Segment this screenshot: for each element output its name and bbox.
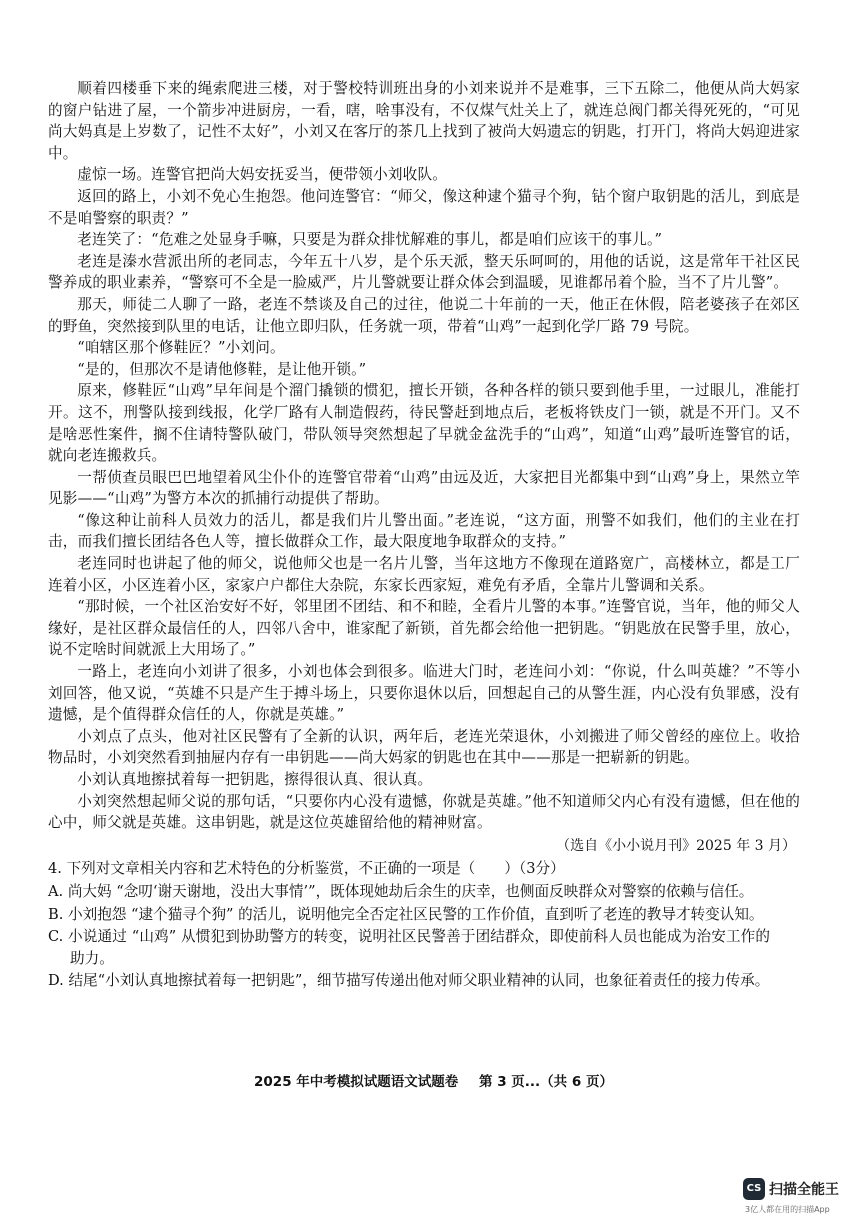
option-a: A. 尚大妈 “念叨‘谢天谢地，没出大事情’”，既体现她劫后余生的庆幸，也侧面反映群众对警察的依赖与信任。 — [48, 883, 754, 900]
passage-paragraph: 那天，师徒二人聊了一路，老连不禁谈及自己的过往，他说二十年前的一天，他正在休假，陪老婆孩子在郊区的野鱼，突然接到队里的电话，让他立即归队，任务就一项，带着“山鸡”一起到化学厂路 79 号院。 — [48, 295, 800, 335]
reading-passage — [48, 78, 800, 857]
page-footer — [0, 1070, 867, 1090]
passage-paragraph: 一路上，老连向小刘讲了很多，小刘也体会到很多。临进大门时，老连问小刘：“你说，什么叫英雄？”不等小刘回答，他又说，“英雄不只是产生于搏斗场上，只要你退休以后，回想起自己的从警生涯，内心没有负罪感，没有遗憾，是个值得群众信任的人，你就是英雄。” — [48, 663, 800, 724]
scanner-watermark — [743, 1176, 849, 1220]
camscanner-logo-icon: CS — [743, 1178, 765, 1200]
watermark-app-name: 扫描全能王 — [769, 1182, 839, 1198]
passage-paragraph: 原来，修鞋匠“山鸡”早年间是个溜门撬锁的惯犯，擅长开锁，各种各样的锁只要到他手里，一过眼儿，准能打开。这不，刑警队接到线报，化学厂路有人制造假药，待民警赶到地点后，老板将铁皮门一锁，就是不开门。又不是啥恶性案件，搁不住请特警队破门，带队领导突然想起了早就金盆洗手的“山鸡”，知道“山鸡”最听连警官的话，就向老连搬救兵。 — [48, 382, 800, 465]
passage-paragraph: 一帮侦查员眼巴巴地望着风尘仆仆的连警官带着“山鸡”由远及近，大家把目光都集中到“山鸡”身上，果然立竿见影——“山鸡”为警方本次的抓捕行动提供了帮助。 — [48, 468, 800, 508]
passage-source: （选自《小小说月刊》2025 年 3 月） — [556, 837, 796, 854]
passage-paragraph: 顺着四楼垂下来的绳索爬进三楼，对于警校特训班出身的小刘来说并不是难事，三下五除二，他便从尚大妈家的窗户钻进了屋，一个箭步冲进厨房，一看，嗐，啥事没有，不仅煤气灶关上了，就连总阀门都关得死死的，“可见尚大妈真是上岁数了，记性不太好”，小刘又在客厅的茶几上找到了被尚大妈遗忘的钥匙，打开门，将尚大妈迎进家中。 — [48, 80, 800, 162]
passage-paragraph: 小刘点了点头，他对社区民警有了全新的认识，两年后，老连光荣退休，小刘搬进了师父曾经的座位上。收拾物品时，小刘突然看到抽屉内存有一串钥匙——尚大妈家的钥匙也在其中——那是一把崭新的钥匙。 — [48, 727, 800, 767]
question-stem: 4. 下列对文章相关内容和艺术特色的分析鉴赏，不正确的一项是（ ）（3分） — [48, 860, 565, 877]
page-number: 第 3 页...（共 6 页） — [479, 1074, 613, 1090]
option-d: D. 结尾“小刘认真地擦拭着每一把钥匙”，细节描写传递出他对师父职业精神的认同，也象征着责任的接力传承。 — [48, 972, 770, 990]
passage-paragraph: 虚惊一场。连警官把尚大妈安抚妥当，便带领小刘收队。 — [77, 166, 448, 184]
passage-paragraph: “那时候，一个社区治安好不好，邻里团不团结、和不和睦，全看片儿警的本事。”连警官说，当年，他的师父人缘好，是社区群众最信任的人，四邻八舍中，谁家配了新锁，首先都会给他一把钥匙。“钥匙放在民警手里，放心，说不定啥时间就派上大用场了。” — [48, 598, 800, 659]
watermark-tagline: 3亿人都在用的扫描App — [745, 1205, 830, 1214]
passage-paragraph: 老连同时也讲起了他的师父，说他师父也是一名片儿警，当年这地方不像现在道路宽广，高楼林立，都是工厂连着小区，小区连着小区，家家户户都住大杂院，东家长西家短，难免有矛盾，全靠片儿警调和关系。 — [48, 555, 800, 594]
passage-paragraph: 返回的路上，小刘不免心生抱怨。他问连警官：“师父，像这种逮个猫寻个狗，钻个窗户取钥匙的活儿，到底是不是咱警察的职责？” — [48, 187, 800, 227]
passage-paragraph: 老连笑了：“危难之处显身手嘛，只要是为群众排忧解难的事儿，都是咱们应该干的事儿。” — [77, 231, 663, 249]
passage-paragraph: 小刘认真地擦拭着每一把钥匙，擦得很认真、很认真。 — [77, 771, 433, 788]
passage-paragraph: 老连是溱水营派出所的老同志，今年五十八岁，是个乐天派，整天乐呵呵的，用他的话说，这是常年干社区民警养成的职业素养，“警察可不全是一脸威严，片儿警就要让群众体会到温暖，见谁都吊着个脸，当不了片儿警”。 — [48, 252, 800, 292]
passage-paragraph: “是的，但那次不是请他修鞋，是让他开锁。” — [77, 360, 367, 378]
option-b: B. 小刘抱怨 “逮个猫寻个狗” 的活儿，说明他完全否定社区民警的工作价值，直到听了老连的教导才转变认知。 — [48, 905, 764, 923]
question-4 — [48, 858, 800, 992]
exam-title: 2025 年中考模拟试题语文试题卷 — [254, 1074, 459, 1090]
option-c: C. 小说通过 “山鸡” 从惯犯到协助警方的转变，说明社区民警善于团结群众，即使前科人员也能成为治安工作的助力。 — [48, 928, 770, 967]
passage-paragraph: “咱辖区那个修鞋匠？”小刘问。 — [77, 339, 285, 357]
passage-paragraph: 小刘突然想起师父说的那句话，“只要你内心没有遗憾，你就是英雄。”他不知道师父内心有没有遗憾，但在他的心中，师父就是英雄。这串钥匙，就是这位英雄留给他的精神财富。 — [48, 792, 800, 832]
passage-paragraph: “像这种让前科人员效力的活儿，都是我们片儿警出面。”老连说，“这方面，刑警不如我们，他们的主业在打击，而我们擅长团结各色人等，擅长做群众工作，最大限度地争取群众的支持。” — [48, 511, 800, 551]
